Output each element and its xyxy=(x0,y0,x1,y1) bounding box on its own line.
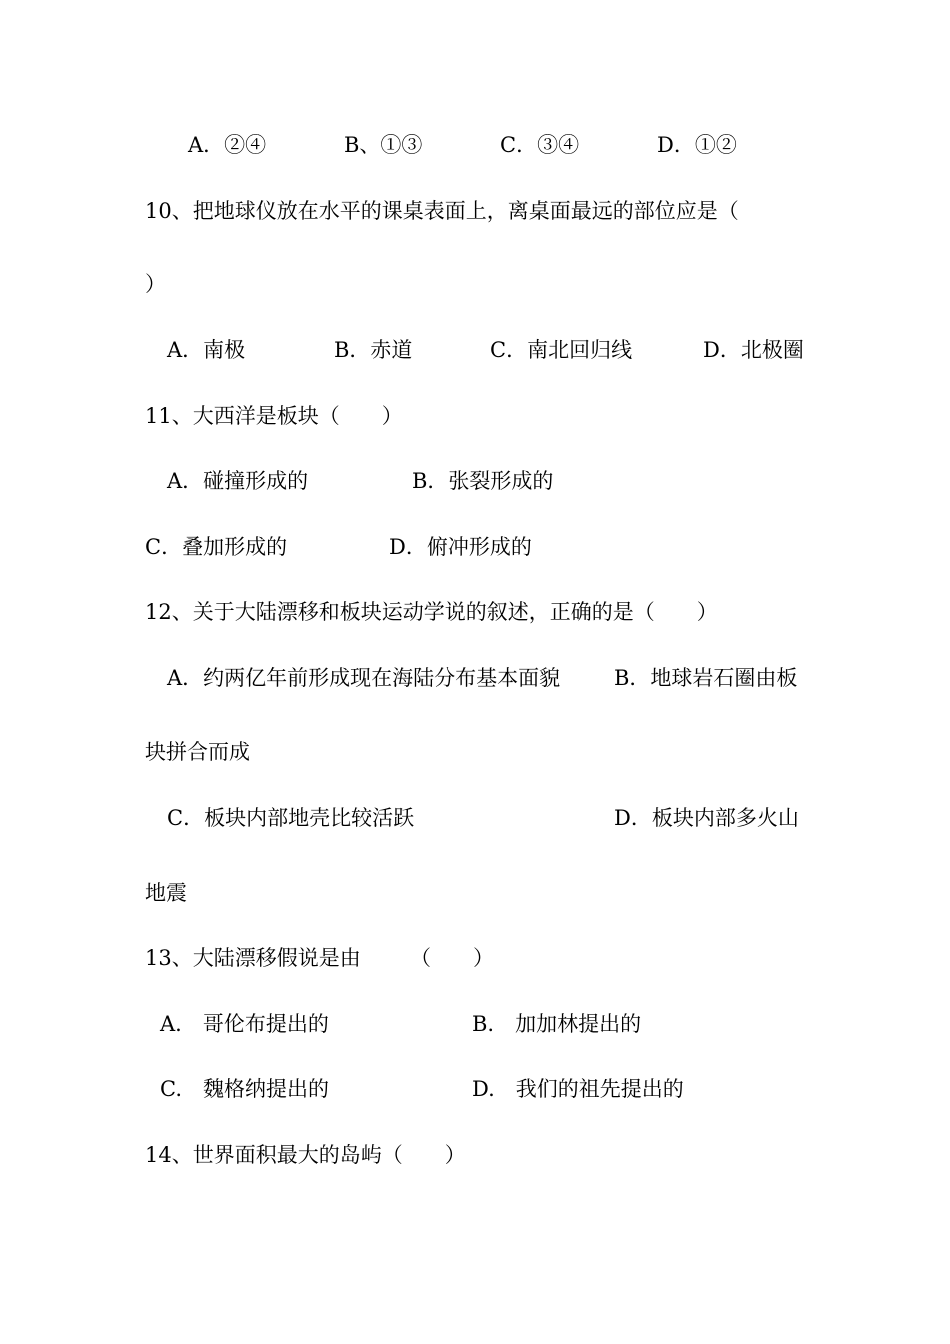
q13-option-c: C. 魏格纳提出的 xyxy=(160,1077,329,1101)
q10-stem: 10、把地球仪放在水平的课桌表面上，离桌面最远的部位应是（ xyxy=(145,199,739,223)
q13-option-a: A. 哥伦布提出的 xyxy=(160,1012,329,1036)
q12-stem: 12、关于大陆漂移和板块运动学说的叙述，正确的是（ ） xyxy=(145,600,718,624)
q12-option-d: D．板块内部多火山 xyxy=(614,806,799,830)
q12-option-a: A．约两亿年前形成现在海陆分布基本面貌 xyxy=(167,666,561,690)
q12-option-b-continuation: 块拼合而成 xyxy=(145,740,250,764)
q13-answer-paren: （ ） xyxy=(410,946,494,970)
q13-stem: 13、大陆漂移假说是由 xyxy=(145,946,361,970)
q10-option-d: D．北极圈 xyxy=(703,338,804,362)
q9-option-c: C．③④ xyxy=(500,133,580,157)
q13-option-b: B. 加加林提出的 xyxy=(472,1012,642,1036)
q10-option-c: C．南北回归线 xyxy=(490,338,633,362)
q12-option-d-continuation: 地震 xyxy=(145,881,187,905)
q11-stem: 11、大西洋是板块（ ） xyxy=(145,404,403,428)
q9-option-b: B、①③ xyxy=(344,133,423,157)
q12-option-c: C．板块内部地壳比较活跃 xyxy=(167,806,415,830)
q11-option-a: A．碰撞形成的 xyxy=(167,469,309,493)
q10-option-a: A．南极 xyxy=(167,338,246,362)
q12-option-b: B．地球岩石圈由板 xyxy=(614,666,798,690)
q10-stem-continuation: ） xyxy=(145,272,166,296)
q9-option-d: D．①② xyxy=(657,133,737,157)
q10-option-b: B．赤道 xyxy=(334,338,413,362)
q11-option-c: C．叠加形成的 xyxy=(145,535,288,559)
q11-option-b: B．张裂形成的 xyxy=(412,469,554,493)
q14-stem: 14、世界面积最大的岛屿（ ） xyxy=(145,1143,466,1167)
q13-option-d: D. 我们的祖先提出的 xyxy=(472,1077,684,1101)
q11-option-d: D．俯冲形成的 xyxy=(389,535,532,559)
q9-option-a: A．②④ xyxy=(188,133,267,157)
